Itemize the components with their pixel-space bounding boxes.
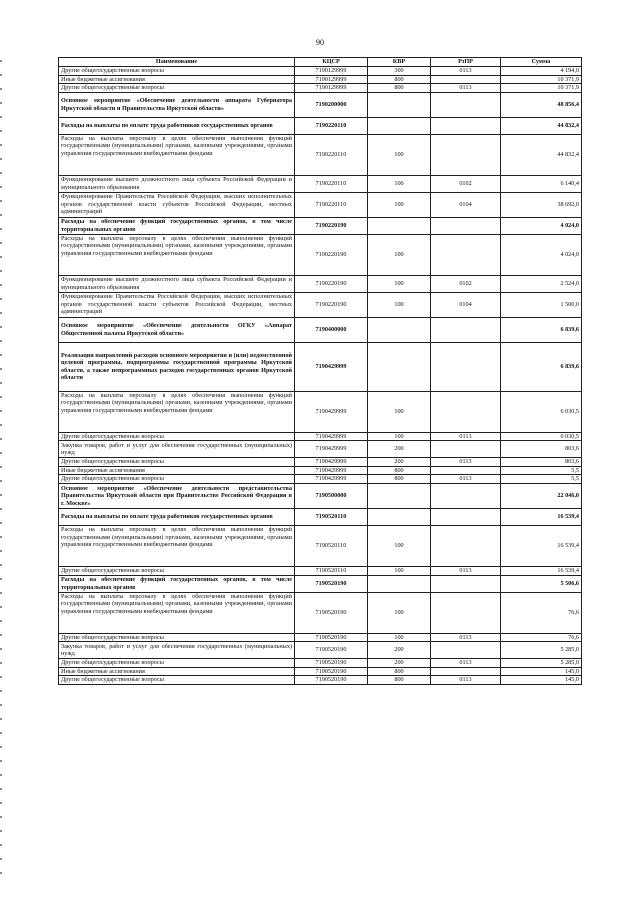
- cell-rzpr: [431, 391, 501, 432]
- cell-kvr: 100: [368, 192, 431, 217]
- cell-kvr: [368, 342, 431, 391]
- table-row: [59, 466, 582, 475]
- cell-kcsr: 7190429999: [295, 441, 368, 458]
- cell-sum: 10 371,9: [501, 75, 582, 84]
- cell-kvr: [368, 217, 431, 234]
- scan-speck: [0, 452, 2, 454]
- cell-rzpr: [431, 483, 501, 508]
- cell-kvr: 200: [368, 659, 431, 668]
- scan-speck: [0, 158, 2, 160]
- cell-name: Другие общегосударственные вопросы: [59, 475, 295, 484]
- scan-speck: [0, 298, 2, 300]
- table-row: [59, 275, 582, 292]
- scan-speck: [0, 60, 2, 62]
- budget-table: [58, 57, 582, 685]
- cell-kvr: [368, 483, 431, 508]
- table-row: [59, 441, 582, 458]
- scan-speck: [0, 396, 2, 398]
- table-row: [59, 92, 582, 117]
- cell-kvr: 300: [368, 67, 431, 76]
- cell-name: Другие общегосударственные вопросы: [59, 458, 295, 467]
- scan-speck: [0, 130, 2, 132]
- table-row: [59, 292, 582, 317]
- cell-rzpr: 0104: [431, 292, 501, 317]
- scan-speck: [0, 844, 2, 846]
- cell-rzpr: 0113: [431, 458, 501, 467]
- cell-name: Другие общегосударственные вопросы: [59, 659, 295, 668]
- cell-rzpr: [431, 592, 501, 633]
- cell-kcsr: 7190429999: [295, 432, 368, 441]
- cell-sum: 145,0: [501, 667, 582, 676]
- table-row: [59, 192, 582, 217]
- scan-speck: [0, 648, 2, 650]
- table-row: [59, 432, 582, 441]
- cell-name: Другие общегосударственные вопросы: [59, 633, 295, 642]
- cell-name: Иные бюджетные ассигнования: [59, 667, 295, 676]
- cell-sum: 803,6: [501, 458, 582, 467]
- cell-kcsr: 7190500000: [295, 483, 368, 508]
- cell-kcsr: 7190400000: [295, 317, 368, 342]
- cell-name: Реализация направлений расходов основного мероприятия и (или) ведомственной целевой программы, подпрограммы государственной программы Иркутской области, а также непрограммных расходов государственных органов Иркутской области: [59, 342, 295, 391]
- cell-kvr: 800: [368, 466, 431, 475]
- cell-kvr: 100: [368, 175, 431, 192]
- cell-rzpr: [431, 642, 501, 659]
- cell-kcsr: 7190520110: [295, 508, 368, 525]
- cell-name: Расходы на выплаты персоналу в целях обеспечения выполнения функций государственными (муниципальными) органами, казенными учреждениями, органами управления государственными внебюджетными фондами: [59, 592, 295, 633]
- cell-rzpr: [431, 75, 501, 84]
- table-row: [59, 391, 582, 432]
- scan-speck: [0, 340, 2, 342]
- cell-sum: 4 194,0: [501, 67, 582, 76]
- table-row: [59, 592, 582, 633]
- cell-sum: 16 539,4: [501, 508, 582, 525]
- cell-kcsr: 7190429999: [295, 342, 368, 391]
- cell-rzpr: 0113: [431, 432, 501, 441]
- scan-speck: [0, 872, 2, 874]
- cell-kcsr: 7190220190: [295, 292, 368, 317]
- cell-name: Функционирование Правительства Российской Федерации, высших исполнительных органов государственной власти субъектов Российской Федерации, местных администраций: [59, 192, 295, 217]
- cell-name: Другие общегосударственные вопросы: [59, 84, 295, 93]
- cell-name: Расходы на выплаты персоналу в целях обеспечения выполнения функций государственными (муниципальными) органами, казенными учреждениями, органами управления государственными внебюджетными фондами: [59, 134, 295, 175]
- table-row: [59, 67, 582, 76]
- cell-sum: 44 832,4: [501, 134, 582, 175]
- cell-rzpr: 0113: [431, 475, 501, 484]
- cell-sum: 22 046,0: [501, 483, 582, 508]
- cell-kvr: 100: [368, 432, 431, 441]
- cell-sum: 5 285,0: [501, 659, 582, 668]
- cell-kvr: 100: [368, 566, 431, 575]
- table-row: [59, 633, 582, 642]
- cell-kvr: 100: [368, 592, 431, 633]
- table-header-row: [59, 58, 582, 67]
- table-row: [59, 667, 582, 676]
- cell-rzpr: 0102: [431, 175, 501, 192]
- column-header-sum: Сумма: [501, 58, 582, 67]
- cell-name: Расходы на выплаты персоналу в целях обеспечения выполнения функций государственными (муниципальными) органами, казенными учреждениями, органами управления государственными внебюджетными фондами: [59, 391, 295, 432]
- cell-kvr: 100: [368, 525, 431, 566]
- scan-speck: [0, 424, 2, 426]
- cell-rzpr: [431, 525, 501, 566]
- cell-sum: 2 524,0: [501, 275, 582, 292]
- scan-speck: [0, 788, 2, 790]
- table-row: [59, 508, 582, 525]
- scan-speck: [0, 326, 2, 328]
- cell-rzpr: [431, 466, 501, 475]
- scan-speck: [0, 284, 2, 286]
- cell-kcsr: 7190520110: [295, 566, 368, 575]
- cell-name: Иные бюджетные ассигнования: [59, 466, 295, 475]
- scan-speck: [0, 606, 2, 608]
- column-header-kvr: КВР: [368, 58, 431, 67]
- cell-kvr: 200: [368, 458, 431, 467]
- cell-name: Расходы на выплаты персоналу в целях обеспечения выполнения функций государственными (муниципальными) органами, казенными учреждениями, органами управления государственными внебюджетными фондами: [59, 234, 295, 275]
- scan-speck: [0, 704, 2, 706]
- table-row: [59, 175, 582, 192]
- cell-name: Расходы на обеспечение функций государственных органов, в том числе территориальных органов: [59, 575, 295, 592]
- page-number: 90: [316, 38, 324, 47]
- cell-kcsr: 7190429999: [295, 466, 368, 475]
- table-row: [59, 84, 582, 93]
- scan-speck: [0, 382, 2, 384]
- scan-speck: [0, 438, 2, 440]
- cell-sum: 803,6: [501, 441, 582, 458]
- scan-speck: [0, 550, 2, 552]
- scan-speck: [0, 494, 2, 496]
- scan-speck: [0, 508, 2, 510]
- table-row: [59, 342, 582, 391]
- cell-kcsr: 7190520190: [295, 592, 368, 633]
- cell-sum: 5,5: [501, 466, 582, 475]
- scan-speck: [0, 564, 2, 566]
- cell-name: Закупка товаров, работ и услуг для обеспечения государственных (муниципальных) нужд: [59, 441, 295, 458]
- cell-kcsr: 7190520190: [295, 633, 368, 642]
- table-row: [59, 75, 582, 84]
- scan-speck: [0, 536, 2, 538]
- cell-name: Другие общегосударственные вопросы: [59, 432, 295, 441]
- cell-kvr: 800: [368, 676, 431, 685]
- cell-sum: 44 832,4: [501, 117, 582, 134]
- cell-sum: 6 030,5: [501, 432, 582, 441]
- cell-rzpr: [431, 508, 501, 525]
- table-row: [59, 475, 582, 484]
- cell-kcsr: 7190220110: [295, 175, 368, 192]
- cell-kvr: 200: [368, 441, 431, 458]
- cell-name: Функционирование высшего должностного лица субъекта Российской Федерации и муниципального образования: [59, 275, 295, 292]
- scan-speck: [0, 186, 2, 188]
- cell-name: Основное мероприятие «Обеспечение деятельности ОГКУ «Аппарат Общественной палаты Иркутской области»: [59, 317, 295, 342]
- cell-kcsr: 7190220110: [295, 117, 368, 134]
- scan-speck: [0, 746, 2, 748]
- cell-sum: 1 500,0: [501, 292, 582, 317]
- cell-kcsr: 7190520190: [295, 659, 368, 668]
- cell-rzpr: [431, 667, 501, 676]
- cell-kvr: 100: [368, 275, 431, 292]
- cell-name: Основное мероприятие «Обеспечение деятельности представительства Правительства Иркутской области при Правительстве Российской Федерации в г. Москве»: [59, 483, 295, 508]
- cell-kvr: 100: [368, 391, 431, 432]
- cell-name: Другие общегосударственные вопросы: [59, 676, 295, 685]
- cell-rzpr: [431, 92, 501, 117]
- cell-kvr: [368, 117, 431, 134]
- cell-rzpr: [431, 441, 501, 458]
- cell-kcsr: 7190200000: [295, 92, 368, 117]
- cell-sum: 48 856,4: [501, 92, 582, 117]
- cell-name: Основное мероприятие «Обеспечение деятельности аппарата Губернатора Иркутской области и Правительства Иркутской области»: [59, 92, 295, 117]
- cell-sum: 5 285,0: [501, 642, 582, 659]
- scan-speck: [0, 690, 2, 692]
- scan-speck: [0, 760, 2, 762]
- cell-name: Расходы на выплаты по оплате труда работников государственных органов: [59, 117, 295, 134]
- table-row: [59, 117, 582, 134]
- cell-kvr: 800: [368, 75, 431, 84]
- cell-kcsr: 7190429999: [295, 391, 368, 432]
- cell-kvr: 100: [368, 134, 431, 175]
- cell-name: Иные бюджетные ассигнования: [59, 75, 295, 84]
- cell-kvr: 100: [368, 292, 431, 317]
- scan-speck: [0, 368, 2, 370]
- scan-speck: [0, 228, 2, 230]
- table-row: [59, 642, 582, 659]
- cell-kcsr: 7190220190: [295, 217, 368, 234]
- cell-sum: 6 140,4: [501, 175, 582, 192]
- cell-rzpr: [431, 317, 501, 342]
- cell-kcsr: 7190429999: [295, 458, 368, 467]
- cell-kcsr: 7190429999: [295, 475, 368, 484]
- cell-rzpr: 0113: [431, 659, 501, 668]
- table-row: [59, 458, 582, 467]
- scan-speck: [0, 354, 2, 356]
- cell-rzpr: 0102: [431, 275, 501, 292]
- table-row: [59, 659, 582, 668]
- table-body: [59, 67, 582, 685]
- cell-kcsr: 7190129999: [295, 84, 368, 93]
- scan-speck: [0, 116, 2, 118]
- column-header-rzpr: РзПР: [431, 58, 501, 67]
- cell-kvr: [368, 575, 431, 592]
- cell-name: Закупка товаров, работ и услуг для обеспечения государственных (муниципальных) нужд: [59, 642, 295, 659]
- cell-name: Расходы на обеспечение функций государственных органов, в том числе территориальных органов: [59, 217, 295, 234]
- cell-sum: 4 024,0: [501, 234, 582, 275]
- scan-speck: [0, 480, 2, 482]
- scan-speck: [0, 858, 2, 860]
- table-row: [59, 575, 582, 592]
- cell-rzpr: [431, 575, 501, 592]
- cell-kcsr: 7190520190: [295, 575, 368, 592]
- scan-speck: [0, 88, 2, 90]
- table-row: [59, 317, 582, 342]
- scan-speck: [0, 732, 2, 734]
- cell-kvr: 800: [368, 84, 431, 93]
- scan-speck: [0, 578, 2, 580]
- cell-rzpr: [431, 217, 501, 234]
- scan-speck: [0, 74, 2, 76]
- cell-kvr: [368, 317, 431, 342]
- cell-kcsr: 7190220110: [295, 192, 368, 217]
- cell-kvr: [368, 508, 431, 525]
- table-row: [59, 234, 582, 275]
- cell-kcsr: 7190520190: [295, 642, 368, 659]
- table-row: [59, 566, 582, 575]
- cell-kcsr: 7190220190: [295, 275, 368, 292]
- cell-kvr: 100: [368, 633, 431, 642]
- scan-speck: [0, 816, 2, 818]
- scan-speck: [0, 830, 2, 832]
- cell-kvr: [368, 92, 431, 117]
- cell-rzpr: [431, 134, 501, 175]
- scan-speck: [0, 270, 2, 272]
- cell-sum: 5 506,6: [501, 575, 582, 592]
- cell-kcsr: 7190520110: [295, 525, 368, 566]
- cell-sum: 76,6: [501, 633, 582, 642]
- cell-rzpr: [431, 342, 501, 391]
- scan-speck: [0, 620, 2, 622]
- cell-sum: 76,6: [501, 592, 582, 633]
- cell-rzpr: 0104: [431, 192, 501, 217]
- cell-name: Расходы на выплаты по оплате труда работников государственных органов: [59, 508, 295, 525]
- scan-speck: [0, 466, 2, 468]
- cell-sum: 6 839,6: [501, 317, 582, 342]
- cell-rzpr: 0113: [431, 84, 501, 93]
- scan-speck: [0, 200, 2, 202]
- table-row: [59, 134, 582, 175]
- scan-speck: [0, 312, 2, 314]
- scan-speck: [0, 592, 2, 594]
- scan-speck: [0, 676, 2, 678]
- cell-kcsr: 7190129999: [295, 75, 368, 84]
- cell-rzpr: [431, 117, 501, 134]
- cell-sum: 16 539,4: [501, 525, 582, 566]
- cell-rzpr: 0113: [431, 566, 501, 575]
- cell-kcsr: 7190220190: [295, 234, 368, 275]
- cell-sum: 10 371,9: [501, 84, 582, 93]
- scan-speck: [0, 242, 2, 244]
- scan-speck: [0, 214, 2, 216]
- cell-rzpr: 0113: [431, 67, 501, 76]
- cell-name: Функционирование Правительства Российской Федерации, высших исполнительных органов государственной власти субъектов Российской Федерации, местных администраций: [59, 292, 295, 317]
- table-row: [59, 217, 582, 234]
- table-row: [59, 483, 582, 508]
- cell-kvr: 200: [368, 642, 431, 659]
- scan-speck: [0, 662, 2, 664]
- column-header-name: Наименование: [59, 58, 295, 67]
- scan-speck: [0, 774, 2, 776]
- scan-speck: [0, 802, 2, 804]
- cell-rzpr: 0113: [431, 676, 501, 685]
- cell-name: Другие общегосударственные вопросы: [59, 566, 295, 575]
- table-row: [59, 525, 582, 566]
- scan-speck: [0, 102, 2, 104]
- table-row: [59, 676, 582, 685]
- cell-kvr: 100: [368, 234, 431, 275]
- scan-speck: [0, 634, 2, 636]
- cell-sum: 4 024,0: [501, 217, 582, 234]
- cell-kcsr: 7190520190: [295, 676, 368, 685]
- cell-sum: 5,5: [501, 475, 582, 484]
- cell-sum: 38 692,0: [501, 192, 582, 217]
- cell-name: Другие общегосударственные вопросы: [59, 67, 295, 76]
- cell-rzpr: 0113: [431, 633, 501, 642]
- cell-kcsr: 7190220110: [295, 134, 368, 175]
- scan-speck: [0, 256, 2, 258]
- cell-sum: 6 030,5: [501, 391, 582, 432]
- cell-kcsr: 7190520190: [295, 667, 368, 676]
- cell-rzpr: [431, 234, 501, 275]
- cell-kvr: 800: [368, 667, 431, 676]
- scan-speck: [0, 144, 2, 146]
- cell-kvr: 800: [368, 475, 431, 484]
- cell-name: Функционирование высшего должностного лица субъекта Российской Федерации и муниципального образования: [59, 175, 295, 192]
- scan-speck: [0, 172, 2, 174]
- scan-speck: [0, 410, 2, 412]
- scan-speck: [0, 522, 2, 524]
- cell-kcsr: 7190129999: [295, 67, 368, 76]
- cell-sum: 16 539,4: [501, 566, 582, 575]
- column-header-kcsr: КЦСР: [295, 58, 368, 67]
- cell-sum: 6 839,6: [501, 342, 582, 391]
- cell-name: Расходы на выплаты персоналу в целях обеспечения выполнения функций государственными (муниципальными) органами, казенными учреждениями, органами управления государственными внебюджетными фондами: [59, 525, 295, 566]
- cell-sum: 145,0: [501, 676, 582, 685]
- scan-speck: [0, 718, 2, 720]
